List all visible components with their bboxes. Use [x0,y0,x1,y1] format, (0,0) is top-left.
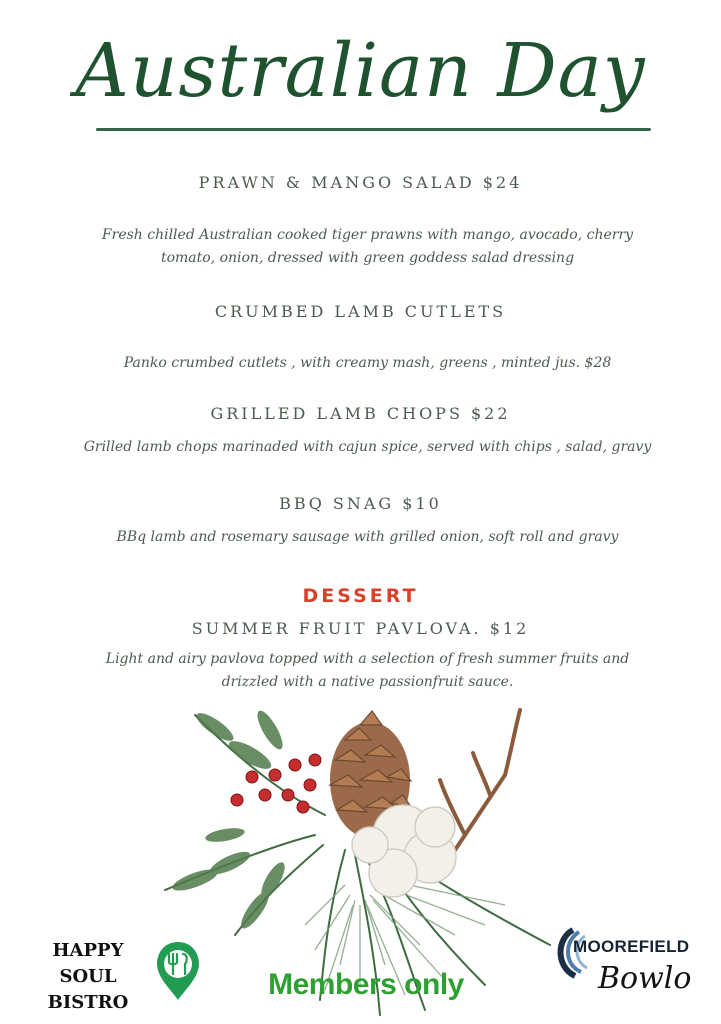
dish-name: GRILLED LAMB CHOPS $22 [210,404,511,423]
page-title: Australian Day [75,28,646,114]
brand-line-1: HAPPY SOUL [52,940,124,987]
bowlo-script: Bowlo [598,961,692,996]
fork-spoon-pin-icon [155,940,201,1002]
dish-description: Fresh chilled Australian cooked tiger prawns with mango, avocado, cherry tomato, onion, dressed with green goddess salad dressing [101,227,634,266]
dish-name: BBQ SNAG $10 [279,494,442,513]
happy-soul-bistro-logo-text [22,938,154,1016]
dish-description: Panko crumbed cutlets , with creamy mash, greens , minted jus. $28 [123,355,612,371]
dish-description: Grilled lamb chops marinaded with cajun spice, served with chips , salad, gravy [83,439,652,455]
moorefield-brand: MOOREFIELD [573,937,690,956]
dessert-name: SUMMER FRUIT PAVLOVA. $12 [191,619,530,638]
dessert-description: Light and airy pavlova topped with a selection of fresh summer fruits and drizzled with a native passionfruit sauce. [105,651,630,690]
dish-description: BBq lamb and rosemary sausage with grilled onion, soft roll and gravy [116,529,619,545]
dish-name: CRUMBED LAMB CUTLETS [214,302,507,321]
members-only-label: Members only [268,968,464,1001]
brand-line-2: BISTRO [47,992,129,1013]
title-flourish [96,128,651,131]
dish-name: PRAWN & MANGO SALAD $24 [198,173,523,192]
dessert-heading: DESSERT [302,585,419,607]
